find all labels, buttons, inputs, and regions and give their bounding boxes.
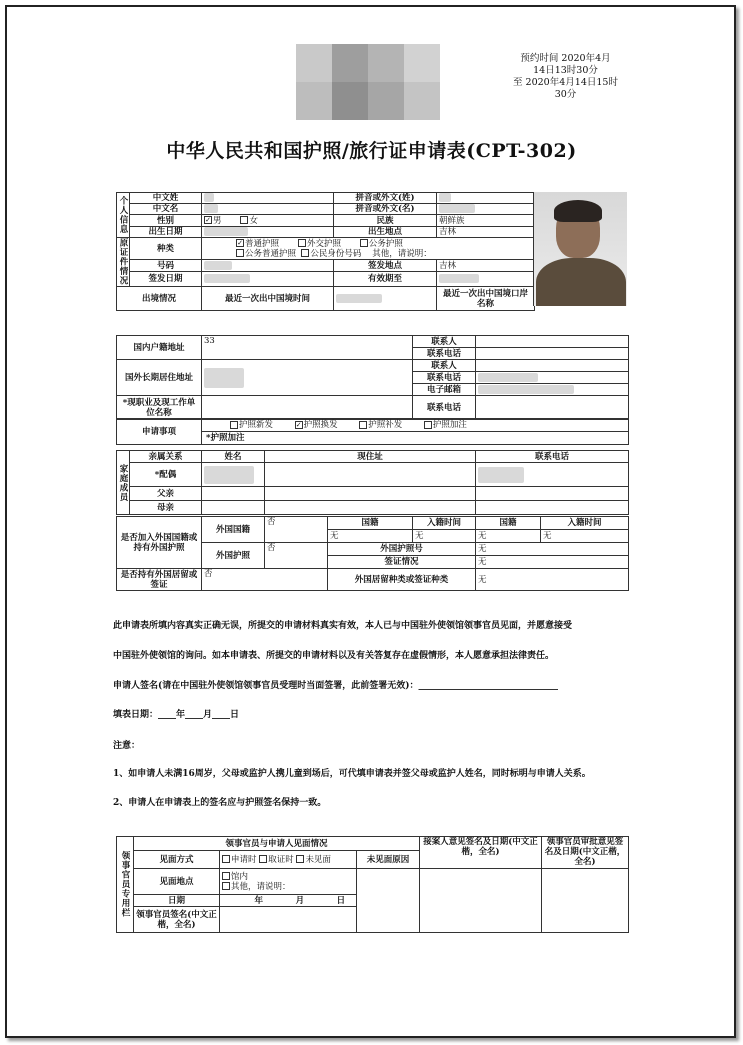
section-consular: 领事官员专用栏: [117, 837, 134, 933]
label-contact-phone: 联系电话: [413, 348, 476, 360]
field-contact-person[interactable]: [476, 336, 629, 348]
label-relation: 亲属关系: [130, 451, 202, 463]
note-title: 注意：: [113, 741, 141, 751]
label-reason: 未见面原因: [357, 851, 420, 869]
field-foreign-passport[interactable]: 否: [265, 543, 328, 569]
label-current-address: 现住址: [265, 451, 476, 463]
label-contact-person: 联系人: [413, 336, 476, 348]
field-mother-address[interactable]: [265, 501, 476, 515]
checkbox-icon[interactable]: [298, 239, 306, 247]
option-public-ordinary: 公务普通护照: [245, 248, 297, 259]
checkbox-icon[interactable]: [240, 216, 248, 224]
label-last-exit-place: 最近一次出中国境口岸名称: [437, 287, 535, 311]
label-foreign-nationality-q: 是否加入外国国籍或持有外国护照: [117, 517, 202, 569]
field-reviewer-opinion[interactable]: [542, 869, 629, 933]
label-foreign-passport: 外国护照: [202, 543, 265, 569]
label-valid-until: 有效期至: [334, 272, 437, 287]
label-nationality-2: 国籍: [476, 517, 541, 530]
label-entry-time-1: 入籍时间: [413, 517, 476, 530]
declaration-line-2: 中国驻外使领馆的询问。如本申请表、所提交的申请材料以及有关答复存在虚假情形，本人愿意承担法律责任。: [113, 651, 555, 661]
label-contact-person-2: 联系人: [413, 360, 476, 372]
checkbox-checked-icon[interactable]: ✓: [205, 216, 211, 224]
date-month: 月: [295, 895, 305, 906]
section-cert: 原证件情况: [118, 238, 128, 286]
field-date[interactable]: [220, 895, 357, 907]
checkbox-icon[interactable]: [424, 421, 432, 429]
field-spouse-phone[interactable]: [476, 463, 629, 487]
label-meeting: 领事官员与申请人见面情况: [134, 837, 420, 851]
label-pinyin-surname: 拼音或外文(姓): [334, 193, 437, 204]
field-reason[interactable]: [357, 869, 420, 933]
checkbox-icon[interactable]: [222, 882, 230, 890]
label-ethnicity: 民族: [334, 215, 437, 227]
field-issue-date[interactable]: [202, 272, 334, 287]
checkbox-icon[interactable]: [296, 855, 304, 863]
label-occupation: *现职业及现工作单位名称: [117, 396, 202, 420]
field-passport-type[interactable]: [202, 238, 535, 260]
field-spouse-name[interactable]: [202, 463, 265, 487]
consular-table: [116, 836, 629, 933]
fill-date-line[interactable]: 填表日期：____年____月____日: [113, 710, 240, 720]
field-domestic-address[interactable]: 33: [202, 336, 413, 360]
label-number: 号码: [130, 260, 202, 272]
field-pinyin-surname[interactable]: [437, 193, 535, 204]
appointment-line: 30分: [554, 89, 577, 100]
option-female: 女: [249, 215, 258, 226]
appointment-time: [498, 53, 633, 101]
label-officer-sign: 领事官员签名(中文正楷，全名): [134, 907, 220, 933]
field-last-exit-time[interactable]: [334, 287, 437, 311]
option-male: 男: [213, 215, 222, 226]
label-father: 父亲: [130, 487, 202, 501]
field-spouse-address[interactable]: [265, 463, 476, 487]
checkbox-checked-icon[interactable]: ✓: [295, 420, 302, 429]
field-residence[interactable]: 否: [202, 569, 328, 591]
option-other-place: 其他，请说明：: [231, 881, 291, 892]
label-application: 申请事项: [117, 419, 202, 445]
label-last-exit-time: 最近一次出中国境时间: [202, 287, 334, 311]
label-foreign-address: 国外长期居住地址: [117, 360, 202, 396]
label-entry-time-2: 入籍时间: [541, 517, 629, 530]
checkbox-icon[interactable]: [222, 872, 230, 880]
field-nationality-2[interactable]: 无: [476, 530, 541, 543]
label-mother: 母亲: [130, 501, 202, 515]
field-pinyin-given[interactable]: [437, 204, 535, 215]
signature-line[interactable]: 申请人签名(请在中国驻外使领馆领事官员受理时当面签署，此前签署无效)：_______________________________: [113, 681, 559, 691]
field-foreign-passport-no[interactable]: 无: [476, 543, 629, 556]
option-new: 护照新发: [239, 420, 274, 430]
label-method: 见面方式: [134, 851, 220, 869]
field-father-phone[interactable]: [476, 487, 629, 501]
checkbox-icon[interactable]: [236, 249, 244, 257]
label-pinyin-given: 拼音或外文(名): [334, 204, 437, 215]
option-ordinary: 普通护照: [245, 238, 280, 249]
option-official: 公务护照: [368, 238, 403, 249]
field-visa[interactable]: 无: [476, 556, 629, 569]
checkbox-icon[interactable]: [230, 421, 238, 429]
note-1: 1、如申请人未满16周岁，父母或监护人携儿童到场后，可代填申请表并签父母或监护人姓名，同时标明与申请人关系。: [113, 769, 591, 779]
label-residence-type: 外国居留种类或签证种类: [328, 569, 476, 591]
label-pob: 出生地点: [334, 227, 437, 238]
option-on-collect: 取证时: [268, 854, 294, 865]
field-ethnicity[interactable]: 朝鲜族: [437, 215, 535, 227]
field-valid-until[interactable]: [437, 272, 535, 287]
option-renew: 护照换发: [303, 420, 338, 430]
field-father-name[interactable]: [202, 487, 265, 501]
field-nationality-1[interactable]: 无: [328, 530, 413, 543]
label-receiver-opinion: 接案人意见签名及日期(中文正楷，全名): [420, 837, 542, 869]
field-method[interactable]: [220, 851, 357, 869]
field-entry-time-1[interactable]: 无: [413, 530, 476, 543]
label-phone: 联系电话: [476, 451, 629, 463]
label-nationality-1: 国籍: [328, 517, 413, 530]
label-visa: 签证情况: [328, 556, 476, 569]
label-foreign-nationality: 外国国籍: [202, 517, 265, 543]
field-contact-phone[interactable]: [476, 348, 629, 360]
label-type: 种类: [130, 238, 202, 260]
field-pob[interactable]: 吉林: [437, 227, 535, 238]
checkbox-icon[interactable]: [301, 249, 309, 257]
label-foreign-passport-no: 外国护照号: [328, 543, 476, 556]
label-contact-phone-2: 联系电话: [413, 372, 476, 384]
field-father-address[interactable]: [265, 487, 476, 501]
date-day: 日: [336, 895, 346, 906]
appointment-line: 14日13时30分: [533, 65, 598, 76]
qr-code: [296, 44, 440, 120]
label-contact-phone-3: 联系电话: [413, 396, 476, 420]
label-dob: 出生日期: [130, 227, 202, 238]
page-title: 中华人民共和国护照/旅行证申请表(CPT-302): [166, 140, 577, 162]
option-other: 其他，请说明：: [372, 248, 432, 259]
checkbox-icon[interactable]: [259, 855, 267, 863]
label-reviewer-opinion: 领事官员审批意见签名及日期(中文正楷，全名): [542, 837, 629, 869]
field-foreign-address[interactable]: [202, 360, 413, 396]
option-addendum: 护照加注: [432, 420, 467, 430]
appointment-line: 预约时间 2020年4月: [520, 53, 611, 64]
section-family: 家庭成员: [117, 451, 130, 515]
date-year: 年: [254, 895, 264, 906]
field-foreign-nationality[interactable]: 否: [265, 517, 328, 543]
label-cn-surname: 中文姓: [130, 193, 202, 204]
checkbox-icon[interactable]: [360, 239, 368, 247]
option-citizen-id: 公民身份号码: [310, 248, 362, 259]
label-residence-q: 是否持有外国居留或签证: [117, 569, 202, 591]
option-on-apply: 申请时: [231, 854, 257, 865]
field-mother-name[interactable]: [202, 501, 265, 515]
field-officer-sign[interactable]: [220, 907, 357, 933]
label-addendum: *护照加注: [202, 432, 629, 445]
label-spouse: *配偶: [130, 463, 202, 487]
field-cn-surname[interactable]: [202, 193, 334, 204]
field-residence-type[interactable]: 无: [476, 569, 629, 591]
field-number[interactable]: [202, 260, 334, 272]
field-issue-place[interactable]: 吉林: [437, 260, 535, 272]
family-table: [116, 450, 629, 515]
field-contact-phone-3[interactable]: [476, 396, 629, 420]
label-gender: 性别: [130, 215, 202, 227]
checkbox-icon[interactable]: [222, 855, 230, 863]
label-place: 见面地点: [134, 869, 220, 895]
field-email[interactable]: [476, 384, 629, 396]
field-place[interactable]: [220, 869, 357, 895]
foreign-status-table: [116, 516, 629, 591]
field-contact-person-2[interactable]: [476, 360, 629, 372]
field-cn-given[interactable]: [202, 204, 334, 215]
field-receiver-opinion[interactable]: [420, 869, 542, 933]
field-entry-time-2[interactable]: 无: [541, 530, 629, 543]
field-mother-phone[interactable]: [476, 501, 629, 515]
field-application-type[interactable]: [202, 419, 629, 432]
option-reissue: 护照补发: [368, 420, 403, 430]
field-occupation[interactable]: [202, 396, 413, 420]
option-in-office: 馆内: [231, 871, 249, 882]
label-email: 电子邮箱: [413, 384, 476, 396]
application-items-table: [116, 418, 629, 445]
section-personal: 个人信息: [117, 193, 130, 238]
checkbox-icon[interactable]: [359, 421, 367, 429]
field-dob[interactable]: [202, 227, 334, 238]
checkbox-checked-icon[interactable]: ✓: [237, 239, 243, 247]
field-gender[interactable]: [202, 215, 334, 227]
field-contact-phone-2[interactable]: [476, 372, 629, 384]
label-name: 姓名: [202, 451, 265, 463]
option-not-met: 未见面: [305, 854, 331, 865]
appointment-line: 至 2020年4月14日15时: [513, 77, 618, 88]
label-issue-place: 签发地点: [334, 260, 437, 272]
label-cn-given: 中文名: [130, 204, 202, 215]
note-2: 2、申请人在申请表上的签名应与护照签名保持一致。: [113, 798, 327, 808]
label-date: 日期: [134, 895, 220, 907]
applicant-photo: [533, 192, 627, 306]
label-issue-date: 签发日期: [130, 272, 202, 287]
label-exit: 出境情况: [117, 287, 202, 311]
label-domestic-address: 国内户籍地址: [117, 336, 202, 360]
address-table: [116, 335, 629, 420]
declaration-line-1: 此申请表所填内容真实正确无误，所提交的申请材料真实有效，本人已与中国驻外使领馆领事官员见面，并愿意接受: [113, 621, 573, 631]
option-diplomatic: 外交护照: [306, 238, 341, 249]
